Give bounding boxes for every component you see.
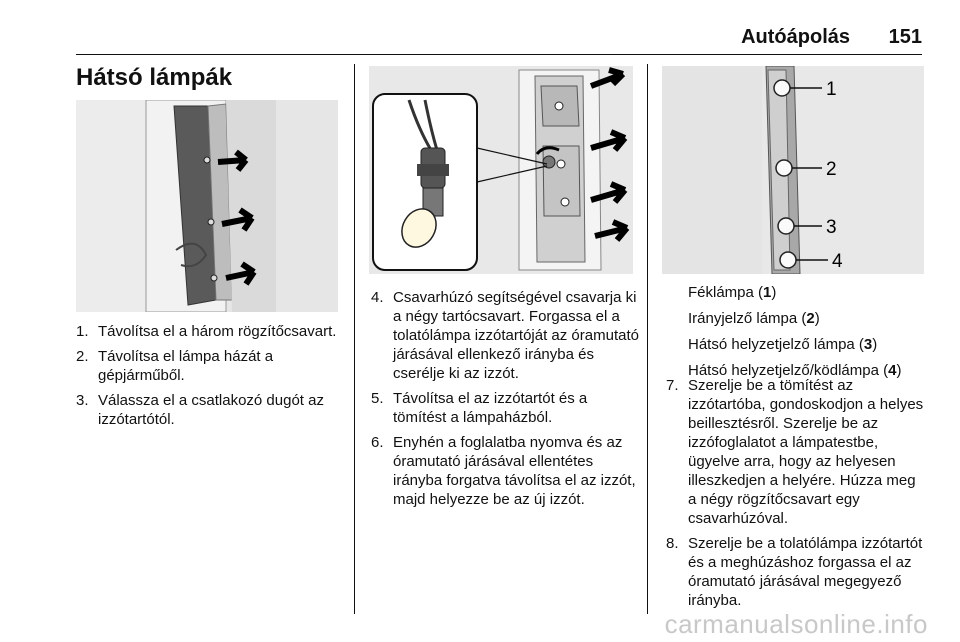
step-item: 2. Távolítsa el lámpa házát a gépjárműből. (76, 348, 274, 384)
callout-4: 4 (832, 251, 843, 272)
figure-bulb-holder (369, 66, 633, 274)
step-item: 6. Enyhén a foglalatba nyomva és az óramutató járásával ellentétes irányba forgatva távolítsa el az izzót, majd helyezze be az új izzót. (371, 434, 636, 508)
lamp-housing-illustration (76, 100, 338, 312)
step-item: 3. Válassza el a csatlakozó dugót az izzótartótól. (76, 392, 324, 428)
legend-item: Hátsó helyzetjelző lámpa (3) (688, 336, 878, 353)
legend-item: Hátsó helyzetjelző/ködlámpa (4) (688, 362, 902, 379)
step-item: 8. Szerelje be a tolatólámpa izzótartót és a meghúzáshoz forgassa el az óramutató járásával megegyező irányba. (666, 535, 923, 609)
callout-1: 1 (826, 79, 837, 100)
left-steps-list (76, 322, 346, 435)
bulb-holder-illustration (369, 66, 633, 274)
middle-steps-list (371, 288, 641, 515)
section-title: Hátsó lámpák (76, 64, 233, 91)
legend-item: Irányjelző lámpa (2) (688, 310, 820, 327)
column-divider-1 (354, 64, 355, 614)
section-name: Autóápolás (741, 26, 850, 48)
step-item: 1. Távolítsa el a három rögzítőcsavart. (76, 323, 337, 340)
bulb-positions-illustration (662, 66, 924, 274)
right-steps-list (666, 376, 928, 616)
legend-item: Féklámpa (1) (688, 284, 777, 301)
watermark: carmanualsonline.info (664, 609, 928, 639)
step-item: 7. Szerelje be a tömítést az izzótartóba, gondoskodjon a helyes beillesztésről. Szerelje be az izzófoglalatot a lámpatestbe, ügyelve arra, hogy az helyesen illeszkedjen a helyére. Húzza meg a négy rögzítőcsavart egy csavarhúzóval. (666, 377, 924, 527)
bulb-legend (688, 283, 901, 387)
figure-lamp-housing (76, 100, 338, 312)
column-divider-2 (647, 64, 648, 614)
callout-3: 3 (826, 217, 837, 238)
figure-bulb-positions (662, 66, 924, 274)
step-item: 4. Csavarhúzó segítségével csavarja ki a négy tartócsavart. Forgassa el a tolatólámpa izzótartóját az óramutató járásával ellenkező irányba és cserélje ki az izzót. (371, 289, 639, 382)
step-item: 5. Távolítsa el az izzótartót és a tömítést a lámpaházból. (371, 390, 588, 426)
callout-2: 2 (826, 159, 837, 180)
page-number: 151 (888, 26, 922, 48)
page-header (76, 26, 922, 55)
